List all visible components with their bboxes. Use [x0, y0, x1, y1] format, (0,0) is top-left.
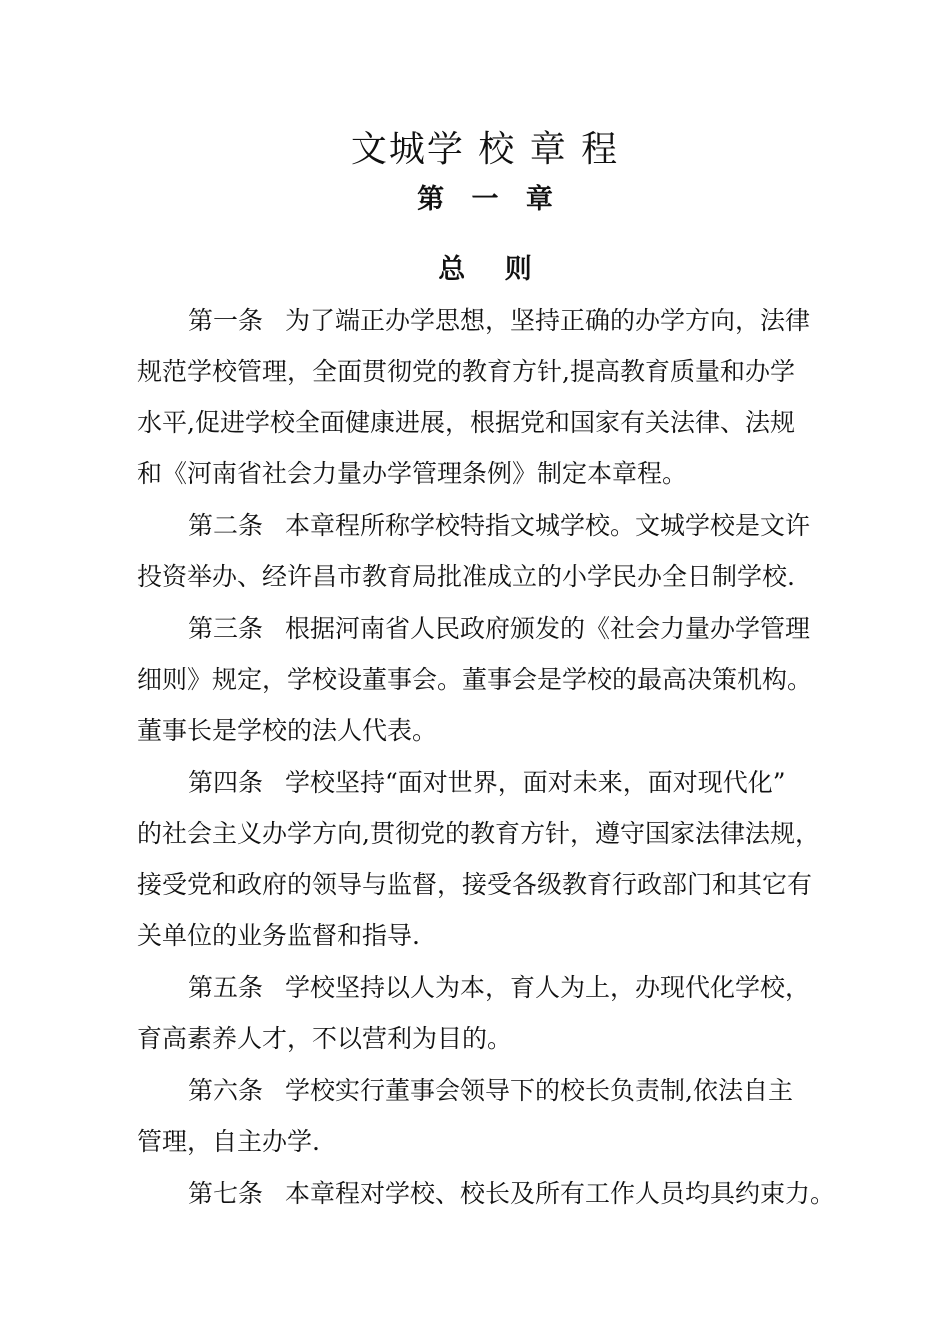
article-paragraph [137, 962, 842, 1064]
article-text: 投资举办、经许昌市教育局批准成立的小学民办全日制学校. [137, 562, 795, 591]
article-line [137, 962, 842, 1013]
article-line [137, 705, 842, 756]
article-line [137, 1168, 842, 1219]
article-paragraph [137, 1065, 842, 1167]
article-line [137, 603, 842, 654]
article-line [137, 295, 842, 346]
article-label: 第七条 [188, 1179, 264, 1208]
article-paragraph [137, 757, 842, 961]
article-paragraph [137, 295, 842, 499]
document-title: 文城学 校 章 程 [350, 129, 620, 170]
article-label: 第六条 [188, 1076, 264, 1105]
article-line [137, 1065, 842, 1116]
chapter-heading: 第 一 章 [417, 184, 553, 215]
section-heading: 总 则 [438, 254, 532, 285]
article-line [137, 859, 842, 910]
article-text: 接受党和政府的领导与监督，接受各级教育行政部门和其它有 [137, 870, 813, 899]
article-text: 学校实行董事会领导下的校长负责制,依法自主 [285, 1076, 793, 1105]
article-text: 根据河南省人民政府颁发的《社会力量办学管理 [285, 614, 811, 643]
article-line [137, 757, 842, 808]
article-line [137, 448, 842, 499]
article-label: 第二条 [188, 511, 264, 540]
article-text: 为了端正办学思想，坚持正确的办学方向，法律 [285, 306, 811, 335]
article-line [137, 910, 842, 961]
article-text: 细则》规定，学校设董事会。董事会是学校的最高决策机构。 [137, 665, 813, 694]
article-line [137, 397, 842, 448]
article-text: 规范学校管理，全面贯彻党的教育方针,提高教育质量和办学 [137, 357, 795, 386]
article-line [137, 346, 842, 397]
article-line [137, 500, 842, 551]
article-paragraph [137, 1168, 842, 1219]
article-label: 第五条 [188, 973, 264, 1002]
article-line [137, 551, 842, 602]
article-text: 和《河南省社会力量办学管理条例》制定本章程。 [137, 459, 688, 488]
article-paragraph [137, 603, 842, 756]
article-text: 董事长是学校的法人代表。 [137, 716, 438, 745]
article-text: 水平,促进学校全面健康进展，根据党和国家有关法律、法规 [137, 408, 795, 437]
article-label: 第三条 [188, 614, 264, 643]
article-line [137, 1116, 842, 1167]
article-text: 本章程对学校、校长及所有工作人员均具约束力。 [285, 1179, 836, 1208]
article-text: 本章程所称学校特指文城学校。文城学校是文许 [285, 511, 811, 540]
article-text: 育高素养人才，不以营利为目的。 [137, 1024, 513, 1053]
articles-body [137, 295, 842, 1220]
article-text: 的社会主义办学方向,贯彻党的教育方针，遵守国家法律法规， [137, 819, 820, 848]
article-label: 第四条 [188, 768, 264, 797]
article-text: 管理，自主办学. [137, 1127, 320, 1156]
article-text: 学校坚持以人为本，育人为上，办现代化学校， [285, 973, 811, 1002]
article-line [137, 654, 842, 705]
article-text: 学校坚持“面对世界，面对未来，面对现代化” [285, 768, 786, 797]
article-paragraph [137, 500, 842, 602]
article-line [137, 1013, 842, 1064]
article-text: 关单位的业务监督和指导. [137, 921, 420, 950]
article-line [137, 808, 842, 859]
article-label: 第一条 [188, 306, 264, 335]
